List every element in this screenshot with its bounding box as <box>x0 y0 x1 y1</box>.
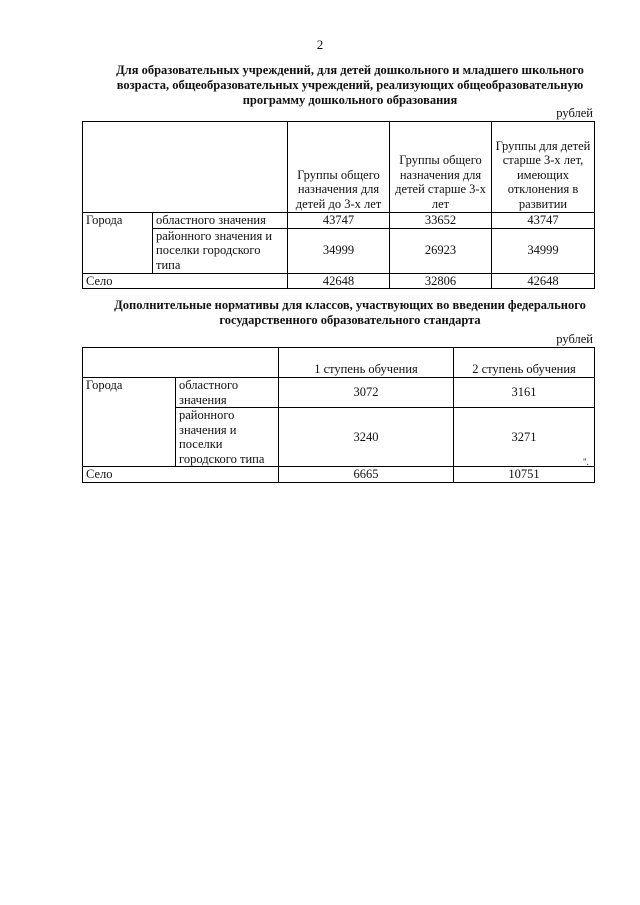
header-col-stage-1: 1 ступень обучения <box>279 348 454 378</box>
table-cell: 26923 <box>390 228 492 273</box>
table-row <box>83 213 595 229</box>
section1-heading-line: Для образовательных учреждений, для детей дошкольного и младшего школьного <box>116 63 584 77</box>
preschool-norms-table <box>82 121 595 289</box>
table-cell: 3240 <box>279 408 454 467</box>
table-cell: 34999 <box>492 228 595 273</box>
section1-heading <box>100 63 600 108</box>
table-header-row <box>83 348 595 378</box>
table-cell: 32806 <box>390 273 492 289</box>
table-row <box>83 273 595 289</box>
row-label-cities: Города <box>83 378 176 467</box>
section1-heading-line: возраста, общеобразовательных учреждений, реализующих общеобразовательную <box>116 78 584 92</box>
table-row <box>83 467 595 483</box>
table-cell: 42648 <box>288 273 390 289</box>
section2-heading <box>100 298 600 328</box>
section2-heading-line: государственного образовательного стандарта <box>219 313 481 327</box>
table-row <box>83 228 595 273</box>
table-cell: 34999 <box>288 228 390 273</box>
section1-heading-line: программу дошкольного образования <box>242 93 458 107</box>
table-cell: 10751 <box>454 467 595 483</box>
section2-unit: рублей <box>556 332 593 346</box>
fgos-norms-table <box>82 347 595 483</box>
table-cell: 3072 <box>279 378 454 408</box>
page-number: 2 <box>316 37 324 52</box>
table-cell: 33652 <box>390 213 492 229</box>
section1-unit: рублей <box>556 106 593 120</box>
table-cell: 3161 <box>454 378 595 408</box>
row-label-village: Село <box>83 467 279 483</box>
header-col-special-needs: Группы для детей старше 3-х лет, имеющих отклонения в развитии <box>492 122 595 213</box>
table-cell: 43747 <box>492 213 595 229</box>
table-cell: 42648 <box>492 273 595 289</box>
table-cell: 6665 <box>279 467 454 483</box>
table-row <box>83 378 595 408</box>
header-col-over-3: Группы общего назначения для детей старше 3-х лет <box>390 122 492 213</box>
section2-heading-line: Дополнительные нормативы для классов, участвующих во введении федерального <box>114 298 586 312</box>
header-empty-cell <box>83 122 288 213</box>
row-label: областного значения <box>153 213 288 229</box>
table-cell: 43747 <box>288 213 390 229</box>
closing-quote-mark: ". <box>583 457 589 467</box>
header-empty-cell <box>83 348 279 378</box>
row-label-cities: Города <box>83 213 153 274</box>
table-cell: 3271 <box>454 408 595 467</box>
row-label-village: Село <box>83 273 288 289</box>
header-col-under-3: Группы общего назначения для детей до 3-х лет <box>288 122 390 213</box>
row-label: районного значения и поселки городского типа <box>176 408 279 467</box>
row-label: районного значения и поселки городского типа <box>153 228 288 273</box>
header-col-stage-2: 2 ступень обучения <box>454 348 595 378</box>
table-header-row <box>83 122 595 213</box>
row-label: областного значения <box>176 378 279 408</box>
